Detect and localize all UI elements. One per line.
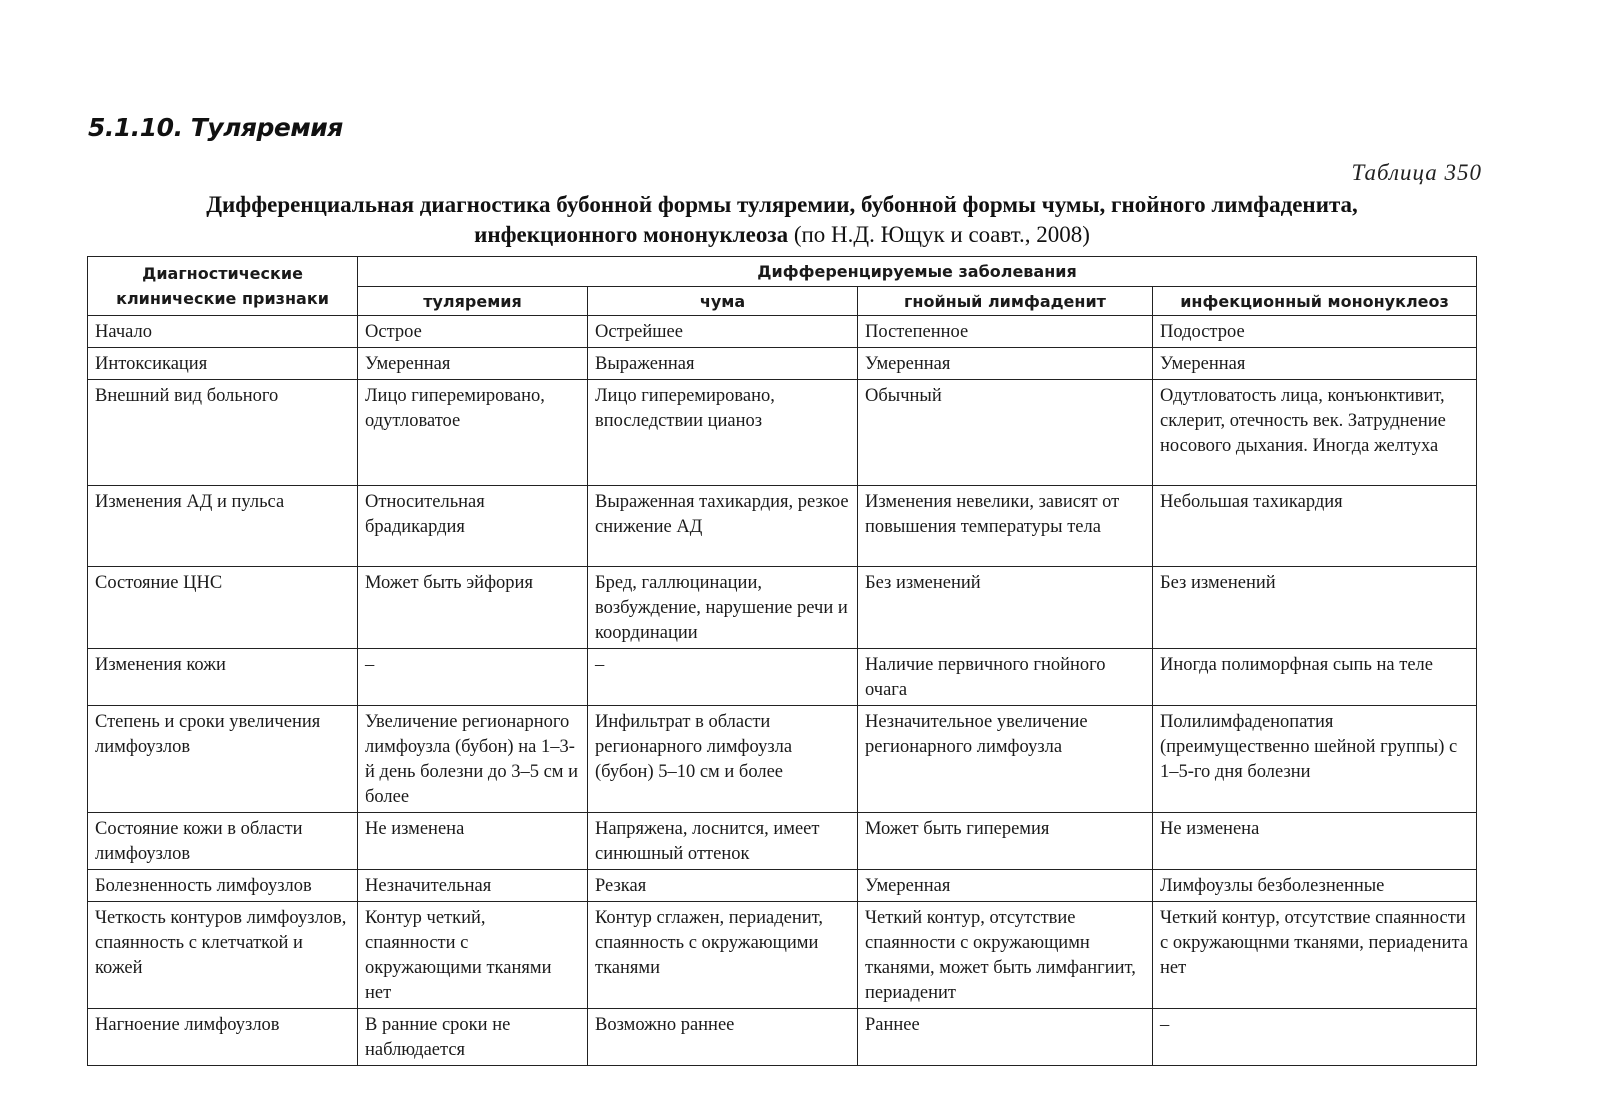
table-cell: Умеренная — [1153, 348, 1477, 380]
table-cell: Увеличение регионарного лимфоузла (бубон) на 1–3-й день болезни до 3–5 см и более — [358, 706, 588, 813]
table-cell: Напряжена, лоснится, имеет синюшный оттенок — [588, 813, 858, 870]
table-cell: Не изменена — [1153, 813, 1477, 870]
caption-line-1: Дифференциальная диагностика бубонной формы туляремии, бубонной формы чумы, гнойного лимфаденита, — [206, 192, 1358, 217]
table-cell: Лицо гиперемировано, впоследствии цианоз — [588, 380, 858, 486]
table-cell: Незначительная — [358, 870, 588, 902]
row-sign: Изменения АД и пульса — [88, 486, 358, 567]
table-cell: Выраженная — [588, 348, 858, 380]
header-disease: туляремия — [358, 287, 588, 316]
row-sign: Четкость контуров лимфоузлов, спаянность с клетчаткой и кожей — [88, 902, 358, 1009]
table-cell: Острейшее — [588, 316, 858, 348]
table-row — [88, 1009, 1477, 1066]
table-cell: Раннее — [858, 1009, 1153, 1066]
table-cell: Без изменений — [858, 567, 1153, 649]
row-sign: Степень и сроки увеличения лимфоузлов — [88, 706, 358, 813]
table-cell: Постепенное — [858, 316, 1153, 348]
table-cell: – — [358, 649, 588, 706]
header-signs: Диагностические клинические признаки — [88, 257, 358, 316]
table-cell: Инфильтрат в области регионарного лимфоузла (бубон) 5–10 см и более — [588, 706, 858, 813]
table-cell: Без изменений — [1153, 567, 1477, 649]
table-cell: Обычный — [858, 380, 1153, 486]
table-cell: В ранние сроки не наблюдается — [358, 1009, 588, 1066]
header-disease: чума — [588, 287, 858, 316]
table-cell: Подострое — [1153, 316, 1477, 348]
table-cell: Умеренная — [858, 870, 1153, 902]
table-cell: Небольшая тахикардия — [1153, 486, 1477, 567]
header-group: Дифференцируемые заболевания — [358, 257, 1477, 287]
table-cell: Возможно раннее — [588, 1009, 858, 1066]
table-cell: Изменения невелики, зависят от повышения температуры тела — [858, 486, 1153, 567]
row-sign: Внешний вид больного — [88, 380, 358, 486]
table-cell: Одутловатость лица, конъюнктивит, склерит, отечность век. Затруднение носового дыхания. Иногда желтуха — [1153, 380, 1477, 486]
table-cell: – — [588, 649, 858, 706]
table-cell: – — [1153, 1009, 1477, 1066]
header-disease: гнойный лимфаденит — [858, 287, 1153, 316]
table-row — [88, 316, 1477, 348]
caption-line-2-source: (по Н.Д. Ющук и соавт., 2008) — [788, 222, 1090, 247]
table-cell: Бред, галлюцинации, возбуждение, нарушение речи и координации — [588, 567, 858, 649]
table-row — [88, 380, 1477, 486]
table-row — [88, 902, 1477, 1009]
section-title: 5.1.10. Туляремия — [88, 113, 343, 142]
table-cell: Не изменена — [358, 813, 588, 870]
table-cell: Лимфоузлы безболезненные — [1153, 870, 1477, 902]
table-row — [88, 348, 1477, 380]
row-sign: Состояние кожи в области лимфоузлов — [88, 813, 358, 870]
row-sign: Болезненность лимфоузлов — [88, 870, 358, 902]
table-cell: Выраженная тахикардия, резкое снижение АД — [588, 486, 858, 567]
table-number: Таблица 350 — [1351, 160, 1482, 185]
table-row — [88, 813, 1477, 870]
table-cell: Наличие первичного гнойного очага — [858, 649, 1153, 706]
table-cell: Четкий контур, отсутствие спаянности с окружающимн тканями, может быть лимфангиит, периаденит — [858, 902, 1153, 1009]
table-row — [88, 870, 1477, 902]
table-cell: Лицо гиперемировано, одутловатое — [358, 380, 588, 486]
table-cell: Незначительное увеличение регионарного лимфоузла — [858, 706, 1153, 813]
caption-line-2 — [88, 220, 1476, 250]
table-cell: Резкая — [588, 870, 858, 902]
table-cell: Острое — [358, 316, 588, 348]
row-sign: Изменения кожи — [88, 649, 358, 706]
table-cell: Может быть эйфория — [358, 567, 588, 649]
row-sign: Интоксикация — [88, 348, 358, 380]
table-cell: Контур сглажен, периаденит, спаянность с окружающими тканями — [588, 902, 858, 1009]
table-row — [88, 649, 1477, 706]
row-sign: Начало — [88, 316, 358, 348]
table-cell: Умеренная — [858, 348, 1153, 380]
table-cell: Четкий контур, отсутствие спаянности с окружающнми тканями, периаденита нет — [1153, 902, 1477, 1009]
table-row — [88, 567, 1477, 649]
table-cell: Полилимфаденопатия (преимущественно шейной группы) с 1–5-го дня болезни — [1153, 706, 1477, 813]
table-cell: Может быть гиперемия — [858, 813, 1153, 870]
table-cell: Контур четкий, спаянности с окружающими тканями нет — [358, 902, 588, 1009]
table-cell: Иногда полиморфная сыпь на теле — [1153, 649, 1477, 706]
diagnosis-table — [87, 256, 1477, 1066]
table-caption — [88, 190, 1476, 250]
table-cell: Умеренная — [358, 348, 588, 380]
table-row — [88, 486, 1477, 567]
row-sign: Нагноение лимфоузлов — [88, 1009, 358, 1066]
row-sign: Состояние ЦНС — [88, 567, 358, 649]
header-disease: инфекционный мононуклеоз — [1153, 287, 1477, 316]
table-row — [88, 706, 1477, 813]
table-cell: Относительная брадикардия — [358, 486, 588, 567]
caption-line-2-bold: инфекционного мононуклеоза — [474, 222, 789, 247]
